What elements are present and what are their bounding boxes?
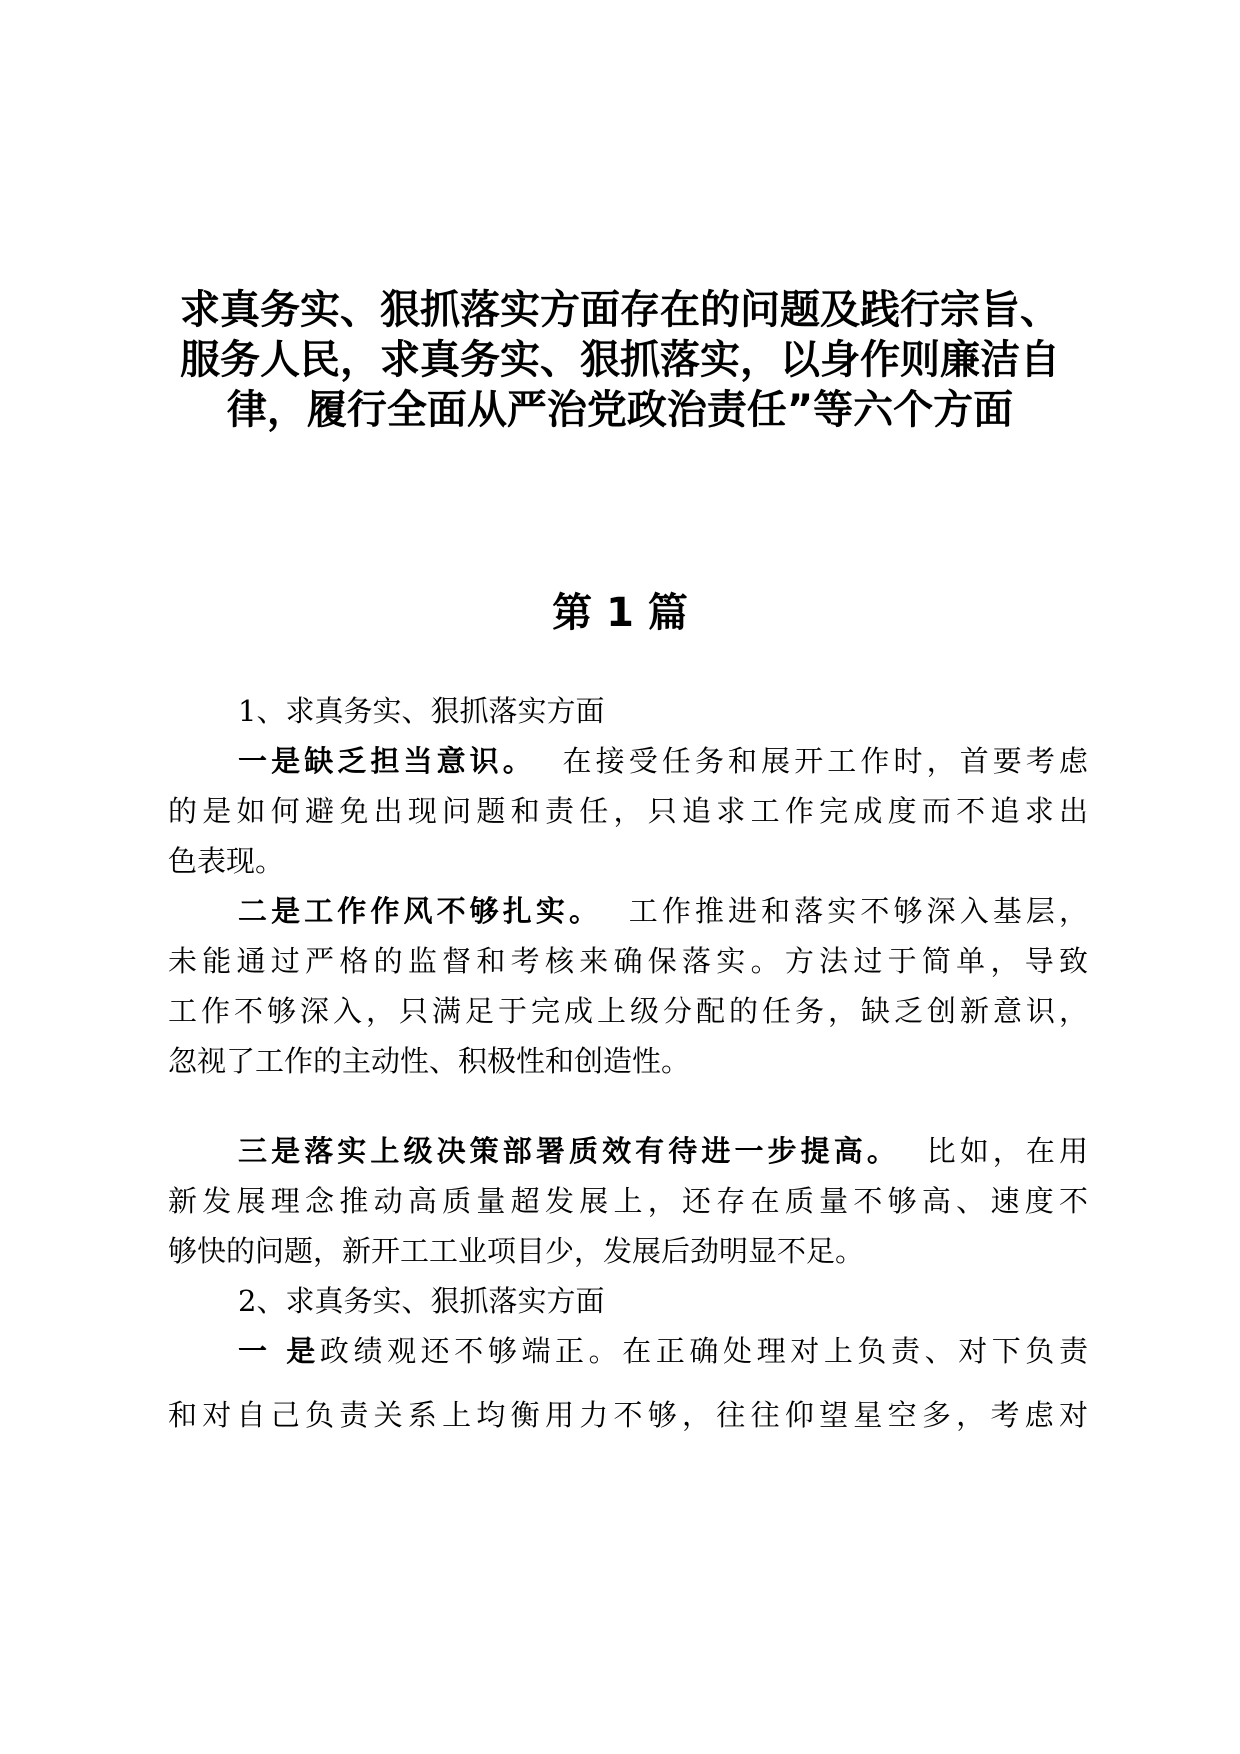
section-heading: 2、求真务实、狠抓落实方面	[238, 1284, 605, 1318]
section2-heading-block	[168, 1276, 1088, 1326]
part-heading: 第 1 篇	[552, 590, 688, 636]
paragraph-line: 忽视了工作的主动性、积极性和创造性。	[168, 1044, 691, 1078]
paragraph-line: 够快的问题，新开工工业项目少，发展后劲明显不足。	[168, 1234, 865, 1268]
paragraph-line: 的是如何避免出现问题和责任，只追求工作完成度而不追求出	[168, 794, 1088, 828]
paragraph-line	[168, 736, 1088, 786]
item-lead: 二是工作作风不够扎实。	[238, 894, 603, 928]
paragraph-text: 政绩观还不够端正。在正确处理对上负责、对下负责	[319, 1334, 1088, 1368]
item-lead: 三是落实上级决策部署质效有待进一步提高。	[238, 1134, 900, 1168]
title-line-1: 求真务实、狠抓落实方面存在的问题及践行宗旨、	[180, 287, 1060, 333]
section1-item1-paragraph	[168, 736, 1088, 886]
section1-heading-block	[168, 686, 1088, 736]
section1-item3-paragraph	[168, 1126, 1088, 1276]
title-line-3: 律，履行全面从严治党政治责任”等六个方面	[226, 387, 1014, 433]
section-heading: 1、求真务实、狠抓落实方面	[238, 694, 605, 728]
document-title	[150, 285, 1090, 435]
paragraph-line	[168, 1126, 1088, 1176]
paragraph-line: 工作不够深入，只满足于完成上级分配的任务，缺乏创新意识，	[168, 994, 1088, 1028]
paragraph-text: 比如，在用	[926, 1134, 1088, 1168]
item-lead: 一 是	[238, 1334, 320, 1368]
paragraph-line: 和对自己负责关系上均衡用力不够，往往仰望星空多，考虑对	[168, 1398, 1088, 1432]
paragraph-text: 在接受任务和展开工作时，首要考虑	[562, 744, 1088, 778]
paragraph-line: 新发展理念推动高质量超发展上，还存在质量不够高、速度不	[168, 1184, 1088, 1218]
section1-item2-paragraph	[168, 886, 1088, 1086]
title-line-2: 服务人民，求真务实、狠抓落实，以身作则廉洁自	[180, 337, 1060, 383]
paragraph-line: 未能通过严格的监督和考核来确保落实。方法过于简单，导致	[168, 944, 1088, 978]
paragraph-text: 工作推进和落实不够深入基层，	[628, 894, 1088, 928]
paragraph-line	[168, 886, 1088, 936]
section2-item1-paragraph	[168, 1326, 1088, 1440]
paragraph-line: 色表现。	[168, 844, 285, 878]
item-lead: 一是缺乏担当意识。	[238, 744, 536, 778]
paragraph-line	[168, 1326, 1088, 1376]
